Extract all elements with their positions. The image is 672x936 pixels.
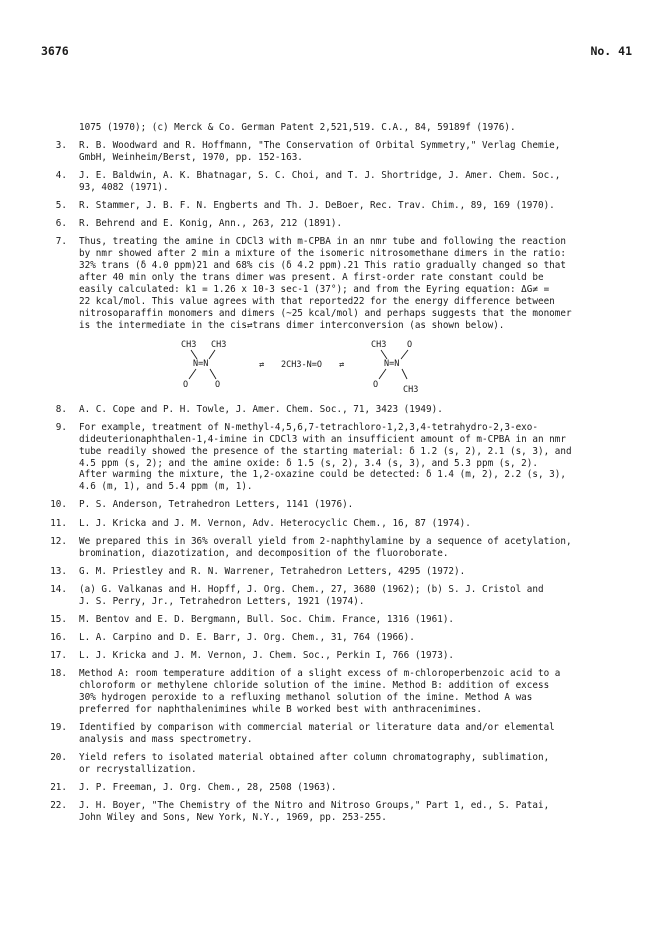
reference-number: 20. — [50, 751, 67, 763]
reference-line: R. Stammer, J. B. F. N. Engberts and Th. J. DeBoer, Rec. Trav. Chim., 89, 169 (1970). — [79, 200, 555, 212]
reference-line: R. B. Woodward and R. Hoffmann, "The Conservation of Orbital Symmetry," Verlag Chemie, — [79, 140, 561, 152]
reference-line: R. Behrend and E. Konig, Ann., 263, 212 (1891). — [79, 218, 343, 230]
reference-line: dideuterionaphthalen-1,4-imine in CDCl3 with an insufficient amount of m-CPBA in an nmr — [79, 433, 566, 445]
reference-line: After warming the mixture, the 1,2-oxazine could be detected: δ 1.4 (m, 2), 2.2 (s, 3), — [79, 469, 566, 481]
reference-line: We prepared this in 36% overall yield from 2-naphthylamine by a sequence of acetylation, — [79, 535, 572, 547]
reference-body — [79, 404, 631, 416]
reference-list — [41, 122, 631, 830]
reference-number: 16. — [50, 631, 67, 643]
reference-line: Yield refers to isolated material obtained after column chromatography, sublimation, — [79, 751, 550, 763]
left-ch3-b: CH3 — [211, 339, 227, 350]
right-ch3-b: CH3 — [403, 384, 419, 395]
scheme-drawing — [181, 338, 441, 396]
reference-body — [79, 800, 631, 824]
reference-line: John Wiley and Sons, New York, N.Y., 1969, pp. 253-255. — [79, 811, 387, 823]
reference-line: J. E. Baldwin, A. K. Bhatnagar, S. C. Choi, and T. J. Shortridge, J. Amer. Chem. Soc., — [79, 170, 561, 182]
reference-body — [79, 752, 631, 776]
reference-line: L. A. Carpino and D. E. Barr, J. Org. Chem., 31, 764 (1966). — [79, 631, 415, 643]
right-nn: N=N — [384, 358, 400, 369]
nitroso-dimer-scheme — [41, 338, 631, 396]
reference-number: 6. — [55, 218, 67, 230]
reference-item — [41, 800, 631, 824]
reference-item — [41, 782, 631, 794]
reference-line: analysis and mass spectrometry. — [79, 733, 253, 745]
reference-line: Thus, treating the amine in CDCl3 with m-CPBA in an nmr tube and following the reaction — [79, 236, 566, 248]
reference-number: 15. — [50, 613, 67, 625]
reference-line: easily calculated: k1 = 1.26 x 10-3 sec-1 (37°); and from the Eyring equation: ΔG≠ = — [79, 283, 550, 295]
reference-line: Method A: room temperature addition of a slight excess of m-chloroperbenzoic acid to a — [79, 668, 561, 679]
reference-item — [41, 752, 631, 776]
reference-item — [41, 404, 631, 416]
page-number: 3676 — [41, 44, 69, 58]
reference-number: 19. — [50, 721, 67, 733]
reference-number: 22. — [50, 799, 67, 811]
reference-item — [41, 650, 631, 662]
reference-number: 14. — [50, 583, 67, 595]
right-o-bottom: O — [373, 379, 379, 390]
reference-line: 4.5 ppm (s, 2); and the amine oxide: δ 1.5 (s, 2), 3.4 (s, 3), and 5.3 ppm (s, 2). — [79, 457, 538, 469]
reference-line: 1075 (1970); (c) Merck & Co. German Patent 2,521,519. C.A., 84, 59189f (1976). — [79, 122, 516, 133]
reference-line: J. H. Boyer, "The Chemistry of the Nitro and Nitroso Groups," Part 1, ed., S. Patai, — [79, 799, 550, 811]
reference-number: 21. — [50, 781, 67, 793]
reference-item — [41, 518, 631, 530]
reference-number: 11. — [50, 517, 67, 529]
reference-line: A. C. Cope and P. H. Towle, J. Amer. Chem. Soc., 71, 3423 (1949). — [79, 403, 443, 415]
reference-item — [41, 632, 631, 644]
reference-item — [41, 668, 631, 716]
reference-number: 13. — [50, 565, 67, 577]
reference-body — [79, 218, 631, 230]
reference-body — [79, 782, 631, 794]
reference-body — [79, 566, 631, 578]
reference-line: after 40 min only the trans dimer was present. A first-order rate constant could be — [79, 272, 544, 283]
reference-line: For example, treatment of N-methyl-4,5,6,7-tetrachloro-1,2,3,4-tetrahydro-2,3-exo- — [79, 421, 538, 433]
reference-item — [41, 236, 631, 331]
reference-body — [79, 518, 631, 530]
nitrosomethane-monomer: 2CH3-N=O — [281, 359, 322, 370]
reference-item — [41, 170, 631, 194]
reference-line: J. S. Perry, Jr., Tetrahedron Letters, 1921 (1974). — [79, 595, 365, 607]
reference-line: 22 kcal/mol. This value agrees with that reported22 for the energy difference between — [79, 295, 555, 307]
reference-line: G. M. Priestley and R. N. Warrener, Tetrahedron Letters, 4295 (1972). — [79, 565, 466, 577]
reference-number: 9. — [55, 421, 67, 433]
reference-body — [79, 722, 631, 746]
right-o-top: O — [407, 339, 413, 350]
reference-body — [79, 650, 631, 662]
reference-item — [41, 614, 631, 626]
reference-body — [79, 140, 631, 164]
reference-item — [41, 200, 631, 212]
reference-line: L. J. Kricka and J. M. Vernon, J. Chem. Soc., Perkin I, 766 (1973). — [79, 649, 455, 661]
reference-number: 12. — [50, 535, 67, 547]
reference-item — [41, 218, 631, 230]
reference-body — [79, 200, 631, 212]
issue-number: No. 41 — [590, 44, 632, 58]
reference-line: 30% hydrogen peroxide to a refluxing methanol solution of the imine. Method A was — [79, 691, 533, 703]
reference-item — [41, 140, 631, 164]
reference-line: J. P. Freeman, J. Org. Chem., 28, 2508 (1963). — [79, 781, 337, 793]
reference-item — [41, 584, 631, 608]
reference-body — [79, 422, 631, 493]
reference-line: GmbH, Weinheim/Berst, 1970, pp. 152-163. — [79, 152, 303, 163]
reference-body — [79, 614, 631, 626]
reference-number: 17. — [50, 649, 67, 661]
equilibrium-arrow-2: ⇄ — [339, 359, 345, 370]
reference-body — [79, 536, 631, 560]
reference-line: 93, 4082 (1971). — [79, 182, 169, 193]
reference-number: 7. — [55, 236, 67, 248]
reference-line: is the intermediate in the cis⇄trans dimer interconversion (as shown below). — [79, 319, 505, 331]
reference-line: bromination, diazotization, and decomposition of the fluoroborate. — [79, 547, 449, 559]
reference-number: 3. — [55, 140, 67, 152]
reference-line: nitrosoparaffin monomers and dimers (~25 kcal/mol) and perhaps suggests that the monomer — [79, 307, 572, 319]
reference-body — [79, 499, 631, 511]
left-nn: N=N — [193, 358, 209, 369]
reference-body — [79, 584, 631, 608]
reference-line: P. S. Anderson, Tetrahedron Letters, 1141 (1976). — [79, 499, 354, 511]
reference-continuation — [79, 122, 631, 134]
reference-body — [79, 170, 631, 194]
reference-line: M. Bentov and E. D. Bergmann, Bull. Soc. Chim. France, 1316 (1961). — [79, 613, 455, 625]
reference-body — [79, 236, 631, 331]
reference-line: preferred for naphthalenimines while B worked best with anthracenimines. — [79, 703, 482, 715]
reference-number: 4. — [55, 170, 67, 182]
reference-line: 4.6 (m, 1), and 5.4 ppm (m, 1). — [79, 481, 253, 493]
equilibrium-arrow-1: ⇄ — [259, 359, 265, 370]
reference-body — [79, 668, 631, 716]
reference-line: tube readily showed the presence of the starting material: δ 1.2 (s, 2), 2.1 (s, 3), and — [79, 445, 572, 457]
reference-line: L. J. Kricka and J. M. Vernon, Adv. Heterocyclic Chem., 16, 87 (1974). — [79, 517, 471, 529]
reference-line: Identified by comparison with commercial material or literature data and/or elemental — [79, 721, 555, 733]
reference-line: by nmr showed after 2 min a mixture of the isomeric nitrosomethane dimers in the ratio: — [79, 248, 566, 260]
left-ch3-a: CH3 — [181, 339, 197, 350]
reference-body — [79, 632, 631, 644]
reference-line: or recrystallization. — [79, 763, 197, 775]
reference-line: 32% trans (δ 4.0 ppm)21 and 68% cis (δ 4.2 ppm).21 This ratio gradually changed so that — [79, 260, 566, 272]
reference-item — [41, 566, 631, 578]
reference-number: 5. — [55, 200, 67, 212]
reference-item — [41, 422, 631, 493]
reference-line: (a) G. Valkanas and H. Hopff, J. Org. Chem., 27, 3680 (1962); (b) S. J. Cristol and — [79, 583, 544, 595]
reference-number: 10. — [50, 499, 67, 511]
reference-item — [41, 499, 631, 511]
reference-number: 8. — [55, 403, 67, 415]
reference-number: 18. — [50, 668, 67, 679]
left-o-a: O — [183, 379, 189, 390]
right-ch3-a: CH3 — [371, 339, 387, 350]
reference-item — [41, 722, 631, 746]
left-o-b: O — [215, 379, 221, 390]
reference-line: chloroform or methylene chloride solution of the imine. Method B: addition of excess — [79, 679, 550, 691]
reference-item — [41, 536, 631, 560]
